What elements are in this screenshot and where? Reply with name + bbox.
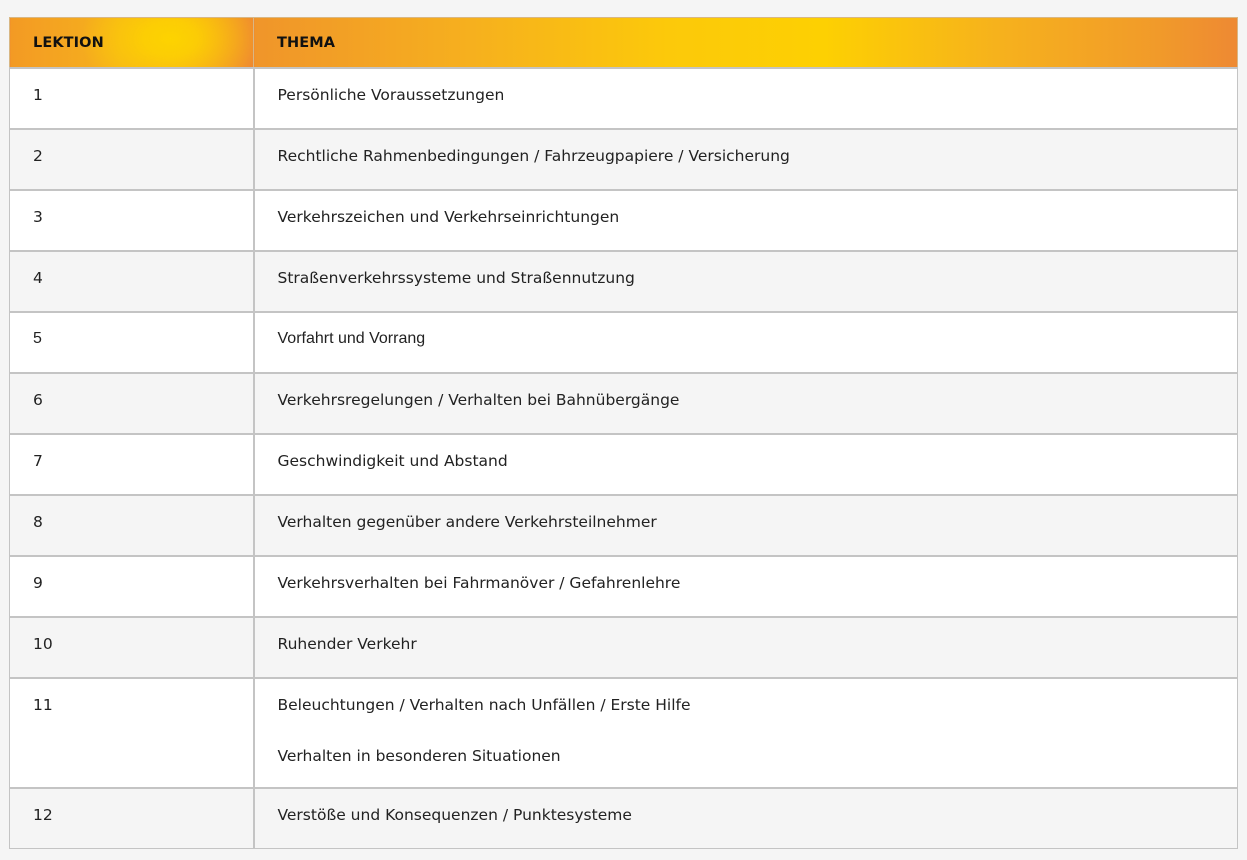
lesson-number-cell (10, 678, 254, 788)
lesson-number-cell (10, 556, 254, 617)
lesson-table (9, 17, 1238, 849)
table-row (10, 788, 1238, 849)
column-header-lektion: LEKTION (10, 18, 254, 69)
lesson-topic-cell (254, 495, 1238, 556)
table-row (10, 373, 1238, 434)
lesson-topic-multiline (255, 679, 1238, 766)
lesson-topic: Verkehrsverhalten bei Fahrmanöver / Gefahrenlehre (277, 574, 681, 592)
table-row (10, 617, 1238, 678)
column-header-thema: THEMA (254, 18, 1238, 69)
lesson-topic: Verkehrszeichen und Verkehrseinrichtungen (277, 208, 620, 226)
lesson-table-container (9, 17, 1237, 849)
lesson-number: 12 (33, 806, 53, 824)
lesson-topic-cell (254, 373, 1238, 434)
lesson-topic: Straßenverkehrssysteme und Straßennutzung (277, 269, 635, 287)
lesson-topic-cell (254, 556, 1238, 617)
lesson-topic: Rechtliche Rahmenbedingungen / Fahrzeugpapiere / Versicherung (277, 147, 790, 165)
table-row (10, 190, 1238, 251)
lesson-number-cell (10, 312, 254, 373)
lesson-number: 11 (33, 696, 53, 714)
lesson-number: 8 (33, 513, 43, 531)
lesson-topic-cell (254, 68, 1238, 129)
table-row (10, 678, 1238, 788)
lesson-number: 6 (33, 391, 43, 409)
lesson-number: 4 (33, 269, 43, 287)
table-row (10, 251, 1238, 312)
lesson-number-cell (10, 251, 254, 312)
lesson-number-cell (10, 495, 254, 556)
lesson-number: 3 (33, 208, 43, 226)
lesson-topic: Persönliche Voraussetzungen (277, 86, 505, 104)
lesson-number: 9 (33, 574, 43, 592)
table-row (10, 312, 1238, 373)
lesson-topic-cell (254, 312, 1238, 373)
lesson-topic-cell (254, 678, 1238, 788)
lesson-topic-cell (254, 251, 1238, 312)
table-row (10, 495, 1238, 556)
table-header-row (10, 18, 1238, 69)
lesson-topic: Geschwindigkeit und Abstand (277, 452, 508, 470)
lesson-topic: Verhalten gegenüber andere Verkehrsteilnehmer (277, 513, 657, 531)
lesson-topic-line2: Verhalten in besonderen Situationen (277, 747, 561, 765)
table-row (10, 556, 1238, 617)
lesson-topic: Verstöße und Konsequenzen / Punktesysteme (277, 806, 632, 824)
lesson-number-cell (10, 190, 254, 251)
table-row (10, 129, 1238, 190)
lesson-number: 7 (33, 452, 43, 470)
lesson-number-cell (10, 373, 254, 434)
lesson-topic: Beleuchtungen / Verhalten nach Unfällen / Erste Hilfe (277, 696, 691, 714)
table-row (10, 434, 1238, 495)
lesson-topic: Vorfahrt und Vorrang (277, 330, 426, 347)
lesson-number: 2 (33, 147, 43, 165)
lesson-number: 5 (33, 330, 42, 347)
lesson-topic-cell (254, 190, 1238, 251)
lesson-number-cell (10, 68, 254, 129)
lesson-number-cell (10, 129, 254, 190)
lesson-topic-cell (254, 129, 1238, 190)
lesson-number-cell (10, 788, 254, 849)
lesson-topic-cell (254, 788, 1238, 849)
lesson-number: 10 (33, 635, 53, 653)
lesson-topic: Ruhender Verkehr (277, 635, 417, 653)
lesson-number: 1 (33, 86, 43, 104)
lesson-topic-cell (254, 617, 1238, 678)
lesson-number-cell (10, 617, 254, 678)
lesson-topic: Verkehrsregelungen / Verhalten bei Bahnübergänge (277, 391, 680, 409)
table-row (10, 68, 1238, 129)
lesson-number-cell (10, 434, 254, 495)
lesson-topic-cell (254, 434, 1238, 495)
